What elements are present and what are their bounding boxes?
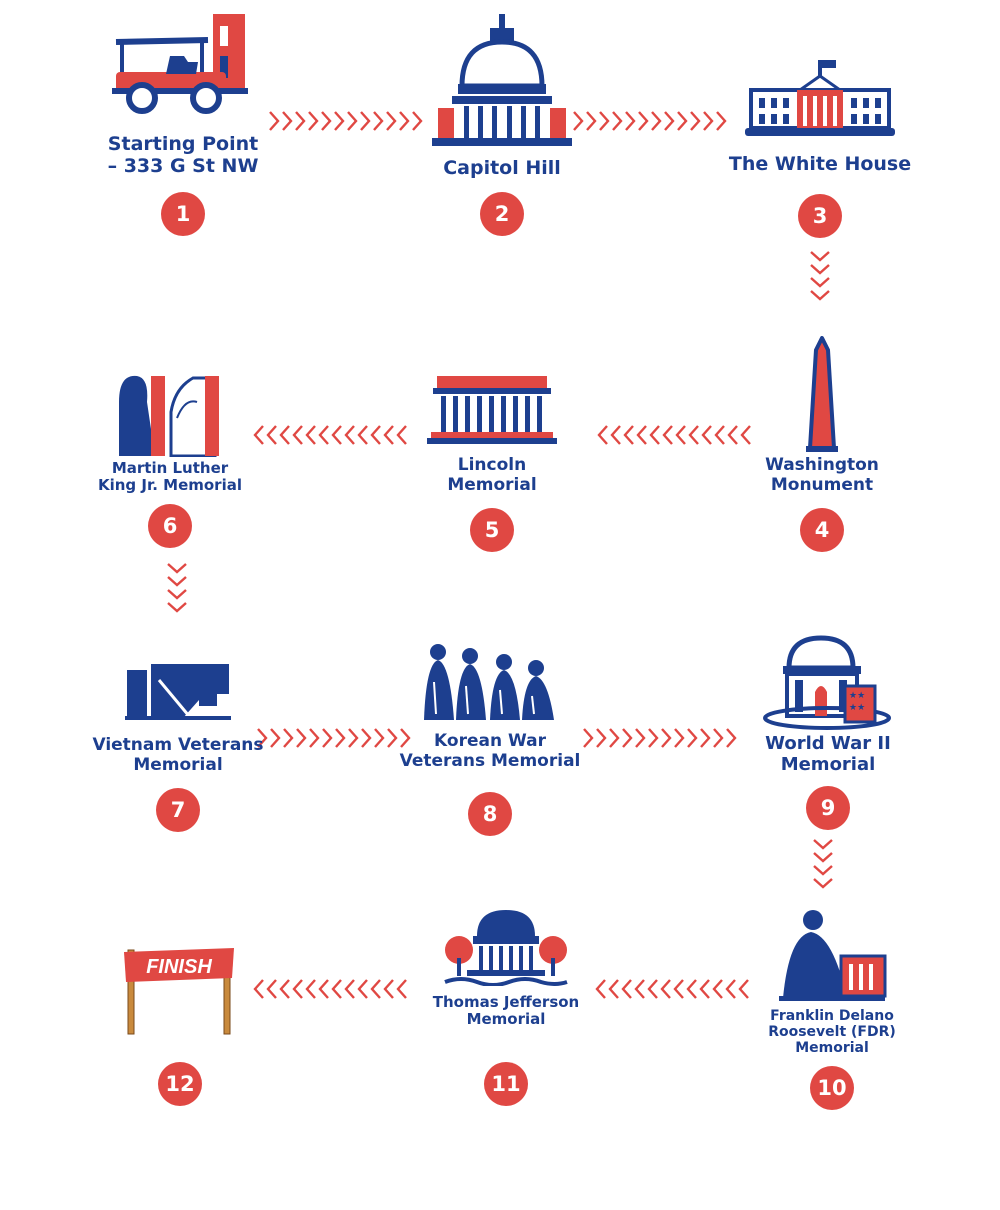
stop-10 [682, 908, 982, 1188]
step-number-badge: 12 [158, 1062, 202, 1106]
finish-banner-icon [120, 930, 240, 1040]
stop-label: Vietnam Veterans Memorial [92, 735, 264, 775]
stop-7 [28, 660, 328, 940]
stop-1 [33, 12, 333, 292]
stop-label: Thomas Jefferson Memorial [432, 993, 580, 1029]
white-house-icon [745, 12, 895, 142]
stop-6 [20, 372, 320, 652]
stop-5 [342, 372, 642, 652]
stop-label: Lincoln Memorial [447, 455, 537, 495]
step-number-badge: 2 [480, 192, 524, 236]
stop-2 [352, 12, 652, 292]
stop-label: Starting Point – 333 G St NW [107, 133, 259, 177]
step-number-badge: 9 [806, 786, 850, 830]
ww2-memorial-icon [763, 632, 893, 732]
step-number-badge: 7 [156, 788, 200, 832]
stop-label: World War II Memorial [765, 733, 891, 775]
stop-11 [356, 906, 656, 1186]
step-number-badge: 5 [470, 508, 514, 552]
stop-label: Washington Monument [765, 455, 879, 495]
stop-label: Martin Luther King Jr. Memorial [97, 459, 242, 495]
stop-12 [30, 930, 330, 1210]
svg-text:★★: ★★ [849, 691, 866, 701]
svg-text:★★: ★★ [849, 703, 866, 713]
stop-label: The White House [728, 153, 912, 175]
soldiers-icon [420, 642, 560, 722]
capitol-dome-icon [432, 12, 572, 152]
golf-cart-icon [108, 12, 258, 117]
stop-label: Franklin Delano Roosevelt (FDR) Memorial [768, 1008, 896, 1057]
lincoln-memorial-icon [427, 372, 557, 447]
step-number-badge: 11 [484, 1062, 528, 1106]
stop-8 [340, 642, 640, 922]
step-number-badge: 8 [468, 792, 512, 836]
step-number-badge: 10 [810, 1066, 854, 1110]
stop-3 [670, 12, 970, 292]
stop-9 [678, 632, 978, 912]
fdr-statue-icon [777, 908, 887, 1003]
finish-banner-text: FINISH [146, 956, 212, 978]
step-number-badge: 1 [161, 192, 205, 236]
step-number-badge: 6 [148, 504, 192, 548]
vietnam-wall-icon [123, 660, 233, 720]
stop-4 [672, 336, 972, 616]
obelisk-icon [802, 336, 842, 456]
step-number-badge: 3 [798, 194, 842, 238]
mlk-statue-icon [115, 372, 225, 457]
jefferson-memorial-icon [441, 906, 571, 986]
step-number-badge: 4 [800, 508, 844, 552]
stop-label: Capitol Hill [443, 157, 561, 179]
stop-label: Korean War Veterans Memorial [399, 731, 581, 771]
